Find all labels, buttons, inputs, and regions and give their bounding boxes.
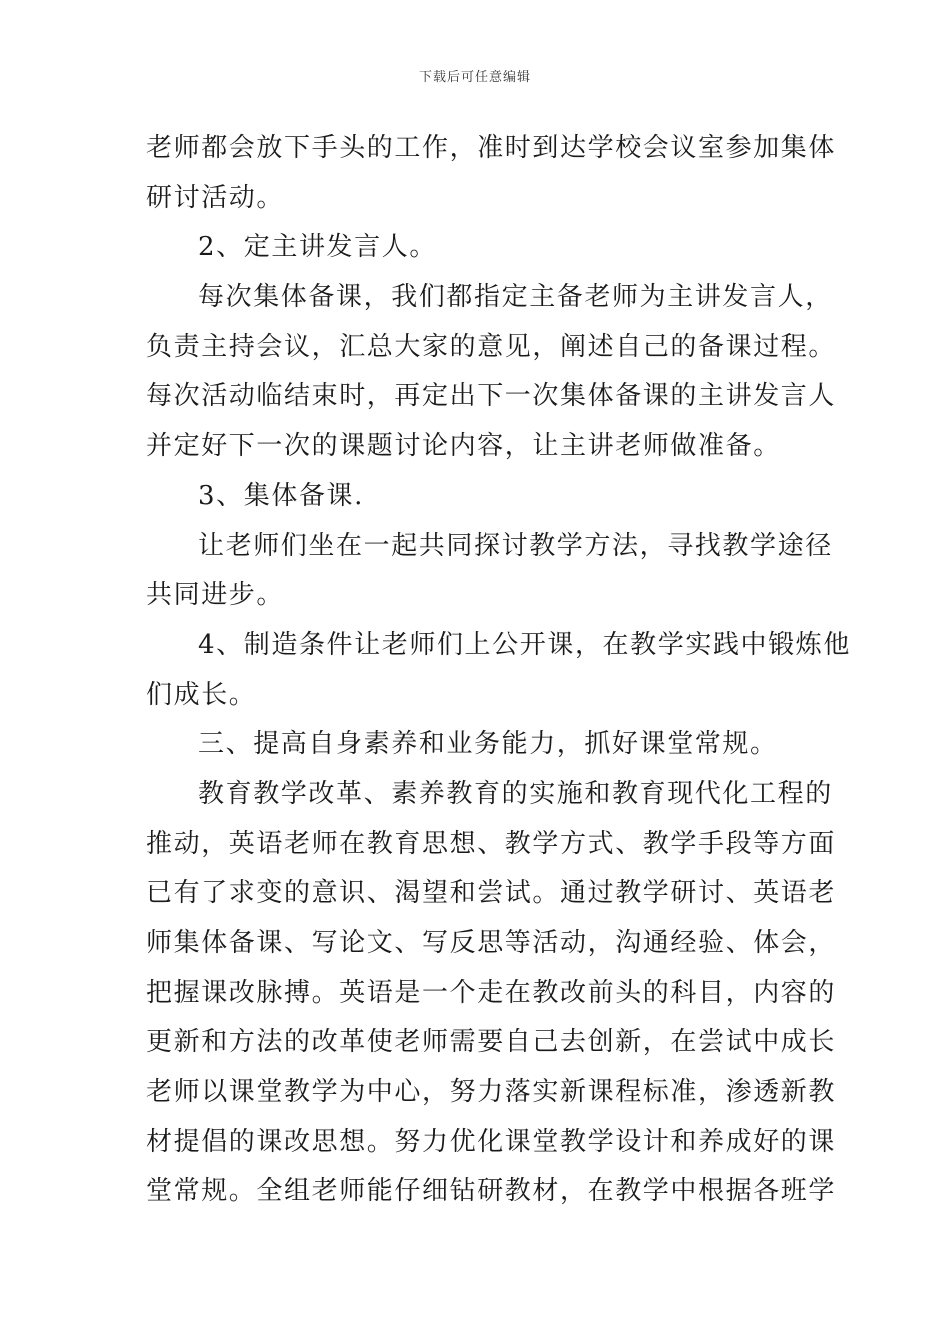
- body-text: [146, 124, 851, 1217]
- text-line: 把握课改脉搏。英语是一个走在教改前头的科目，内容的: [146, 977, 837, 1008]
- text-line: 老师以课堂教学为中心，努力落实新课程标准，渗透新教: [146, 1077, 837, 1108]
- text-line: 4、制造条件让老师们上公开课，在教学实践中锻炼他: [198, 629, 851, 660]
- text-line: 3、集体备课.: [198, 480, 365, 511]
- text-line: 每次集体备课，我们都指定主备老师为主讲发言人，: [198, 282, 833, 313]
- text-line: 并定好下一次的课题讨论内容，让主讲老师做准备。: [146, 431, 781, 462]
- text-line: 让老师们坐在一起共同探讨教学方法，寻找教学途径: [198, 530, 833, 561]
- text-line: 2、定主讲发言人。: [198, 232, 437, 263]
- text-line: 三、提高自身素养和业务能力，抓好课堂常规。: [198, 729, 778, 760]
- text-line: 教育教学改革、素养教育的实施和教育现代化工程的: [198, 778, 833, 809]
- header-note: 下载后可任意编辑: [418, 70, 531, 85]
- text-line: 负责主持会议，汇总大家的意见，阐述自己的备课过程。: [146, 331, 837, 362]
- text-line: 老师都会放下手头的工作，准时到达学校会议室参加集体: [146, 133, 837, 163]
- text-line: 共同进步。: [146, 580, 285, 611]
- text-line: 研讨活动。: [146, 182, 285, 213]
- text-line: 每次活动临结束时，再定出下一次集体备课的主讲发言人: [146, 381, 837, 412]
- text-line: 已有了求变的意识、渴望和尝试。通过教学研讨、英语老: [146, 878, 837, 909]
- text-line: 材提倡的课改思想。努力优化课堂教学设计和养成好的课: [146, 1126, 837, 1157]
- text-line: 更新和方法的改革使老师需要自己去创新，在尝试中成长: [146, 1027, 837, 1058]
- text-line: 们成长。: [146, 679, 257, 710]
- text-line: 推动，英语老师在教育思想、教学方式、教学手段等方面: [146, 828, 837, 859]
- text-line: 堂常规。全组老师能仔细钻研教材，在教学中根据各班学: [146, 1176, 837, 1207]
- text-line: 师集体备课、写论文、写反思等活动，沟通经验、体会，: [146, 928, 837, 958]
